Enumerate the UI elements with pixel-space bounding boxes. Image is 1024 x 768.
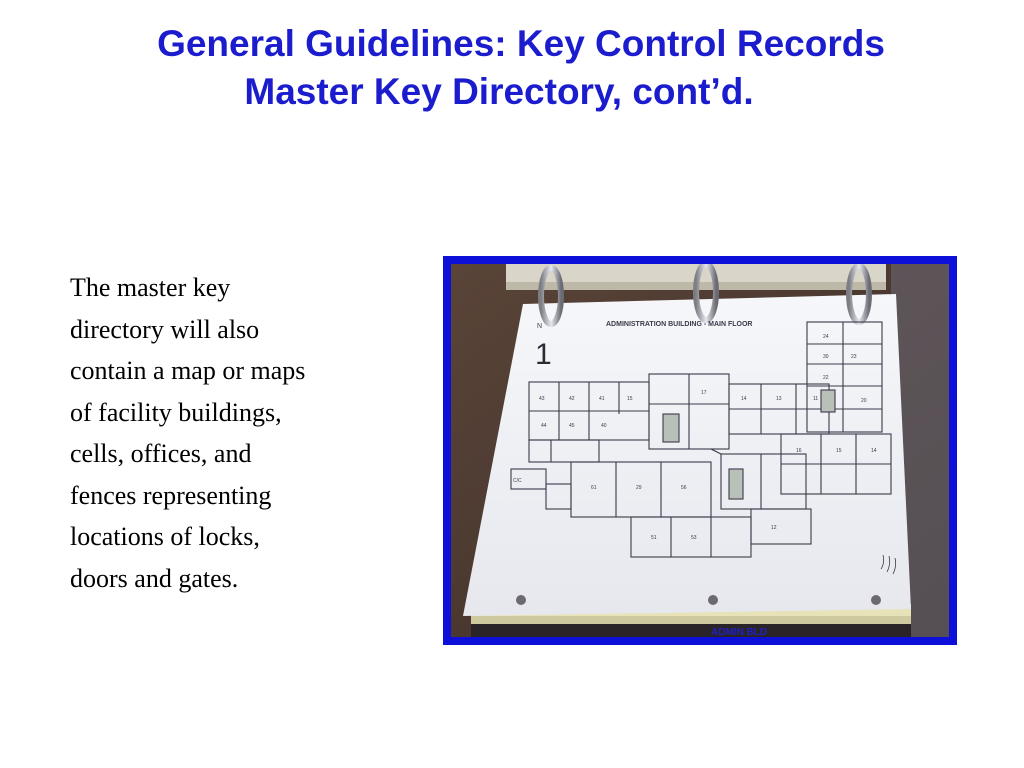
body-line: contain a map or maps xyxy=(70,356,306,385)
svg-text:40: 40 xyxy=(601,423,607,429)
svg-text:43: 43 xyxy=(539,396,545,402)
body-line: cells, offices, and xyxy=(70,439,252,468)
body-line: locations of locks, xyxy=(70,522,260,551)
svg-text:44: 44 xyxy=(541,423,547,429)
svg-text:14: 14 xyxy=(871,448,877,454)
svg-text:ADMIN BLD: ADMIN BLD xyxy=(711,627,768,637)
svg-text:42: 42 xyxy=(569,396,575,402)
page-number: 1 xyxy=(535,338,552,371)
body-line: doors and gates. xyxy=(70,563,239,593)
body-line: fences representing xyxy=(70,480,272,510)
slide-title xyxy=(0,20,1024,116)
svg-text:12: 12 xyxy=(771,525,777,531)
svg-text:16: 16 xyxy=(796,448,802,454)
svg-text:61: 61 xyxy=(591,485,597,491)
svg-text:17: 17 xyxy=(701,390,707,396)
body-line: of facility buildings, xyxy=(70,397,282,427)
svg-text:20: 20 xyxy=(861,398,867,404)
svg-text:11: 11 xyxy=(813,396,819,402)
photo-frame xyxy=(443,256,957,645)
svg-text:24: 24 xyxy=(823,334,829,340)
svg-text:29: 29 xyxy=(636,485,642,491)
svg-text:45: 45 xyxy=(569,423,575,429)
svg-text:C/C: C/C xyxy=(513,478,522,484)
svg-text:23: 23 xyxy=(851,354,857,360)
svg-text:53: 53 xyxy=(691,535,697,541)
svg-text:41: 41 xyxy=(599,396,605,402)
svg-text:15: 15 xyxy=(627,396,633,402)
svg-text:51: 51 xyxy=(651,535,657,541)
svg-text:30: 30 xyxy=(823,354,829,360)
body-paragraph xyxy=(70,267,400,599)
title-line-1: General Guidelines: Key Control Records xyxy=(157,23,885,64)
svg-text:15: 15 xyxy=(836,448,842,454)
body-line: directory will also xyxy=(70,314,260,344)
map-header: ADMINISTRATION BUILDING - MAIN FLOOR xyxy=(606,321,753,328)
svg-text:56: 56 xyxy=(681,485,687,491)
svg-text:14: 14 xyxy=(741,396,747,402)
title-line-2: Master Key Directory, cont’d. xyxy=(244,71,754,112)
map-page xyxy=(463,294,911,616)
svg-text:22: 22 xyxy=(823,375,829,381)
north-label: N xyxy=(537,323,543,330)
binder-floor-plan-photo xyxy=(451,264,949,637)
body-line: The master key xyxy=(70,273,231,302)
svg-text:13: 13 xyxy=(776,396,782,402)
